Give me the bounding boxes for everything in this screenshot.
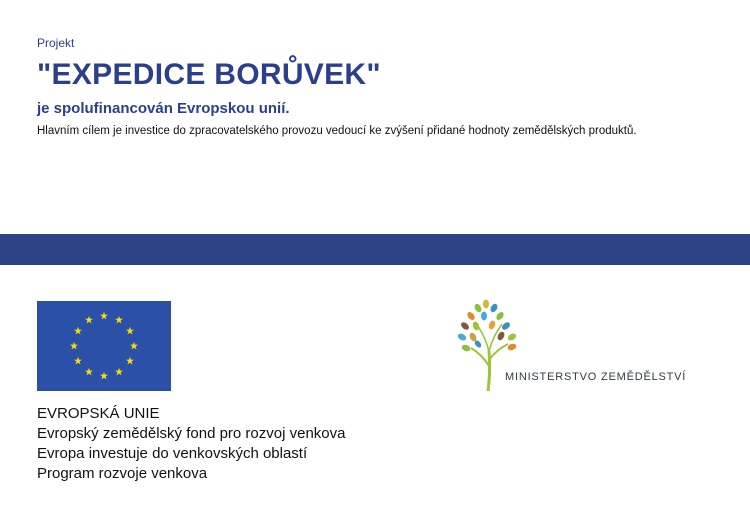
eu-slogan: Evropa investuje do venkovských oblastí bbox=[37, 445, 308, 462]
eu-fund-name: Evropský zemědělský fond pro rozvoj venkova bbox=[37, 425, 346, 442]
divider-band bbox=[0, 234, 750, 265]
project-header bbox=[37, 36, 730, 138]
project-subtitle: je spolufinancován Evropskou unií. bbox=[37, 100, 290, 117]
eu-name: EVROPSKÁ UNIE bbox=[37, 405, 160, 422]
project-title: "EXPEDICE BORŮVEK" bbox=[37, 58, 381, 91]
ministry-name: MINISTERSTVO ZEMĚDĚLSTVÍ bbox=[505, 371, 687, 383]
eu-flag-icon bbox=[37, 301, 171, 391]
program-name: Program rozvoje venkova bbox=[37, 465, 208, 482]
eu-program-text bbox=[37, 404, 345, 484]
project-eyebrow: Projekt bbox=[37, 36, 75, 50]
project-description: Hlavním cílem je investice do zpracovatelského provozu vedoucí ke zvýšení přidané hodnoty zemědělských produktů. bbox=[37, 125, 637, 137]
